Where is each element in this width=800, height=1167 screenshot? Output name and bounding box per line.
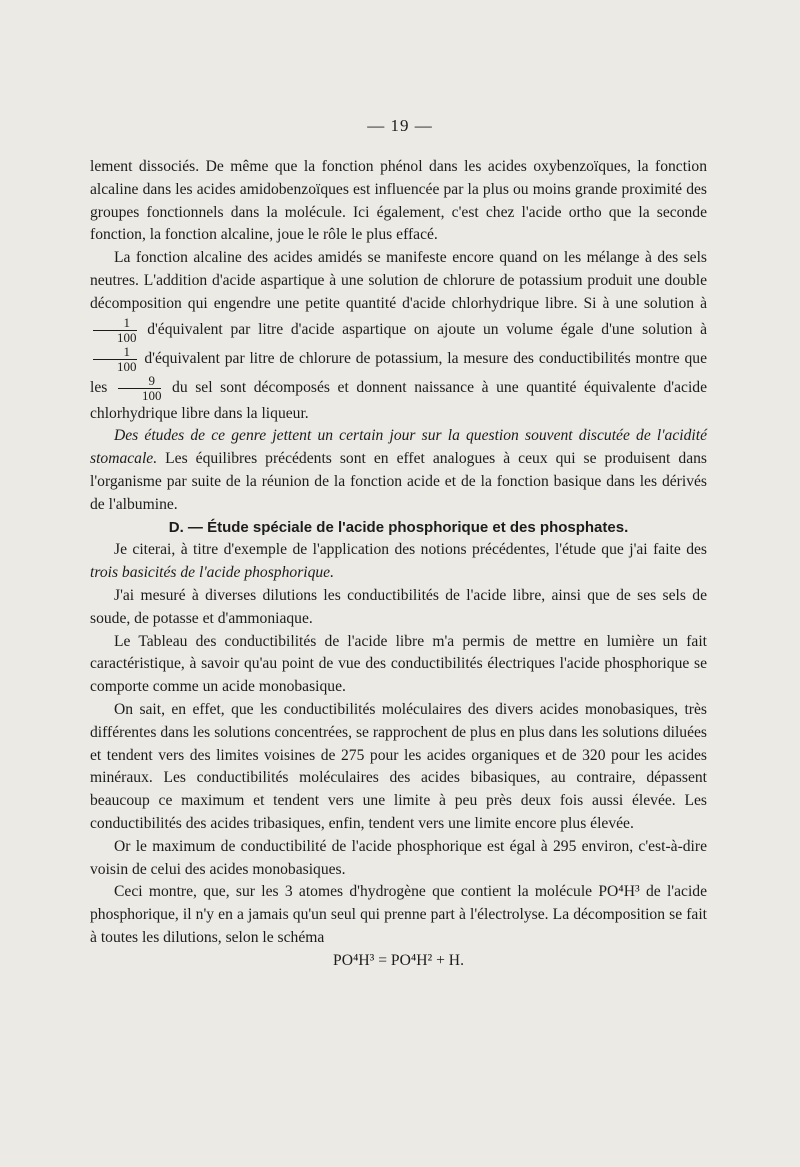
paragraph-3-italic: Des études de ce genre jettent un certain jour sur la question souvent discutée de l'acidité stomacale. [90,427,707,468]
paragraph-6: Le Tableau des conductibilités de l'acide libre m'a permis de mettre en lumière un fait caractéristique, à savoir qu'au point de vue des conductibilités électriques l'acide phosphorique se comporte comme un acide monobasique. [90,632,707,696]
fraction-2 [93,345,137,374]
chemical-formula: PO⁴H³ = PO⁴H² + H. [333,951,464,969]
paragraph-2-part-a: La fonction alcaline des acides amidés se manifeste encore quand on les mélange à des sels neutres. L'addition d'acide aspartique à une solution de chlorure de potassium produit une double décomposition qui engendre une petite quantité d'acide chlorhydrique libre. Si à une solution à [90,249,707,312]
fraction-2-numerator: 1 [93,345,137,360]
paragraph-2-part-d: du sel sont décomposés et donnent naissance à une quantité équivalente d'acide chlorhydrique libre dans la liqueur. [90,378,708,422]
paragraph-1: lement dissociés. De même que la fonction phénol dans les acides oxybenzoïques, la fonction alcaline dans les acides amidobenzoïques est influencée par la plus ou moins grande proximité des groupes fonctionnels dans la molécule. Ici également, c'est chez l'acide ortho que la seconde fonction, la fonction alcaline, joue le rôle le plus effacé. [90,158,707,244]
section-heading: D. — Étude spéciale de l'acide phosphorique et des phosphates. [168,518,629,536]
fraction-1-denominator: 100 [117,329,137,345]
paragraph-2-part-b: d'équivalent par litre d'acide aspartique on ajoute un volume égale d'une solution à [147,320,707,338]
fraction-3-numerator: 9 [118,374,162,389]
paragraph-8: Or le maximum de conductibilité de l'acide phosphorique est égal à 295 environ, c'est-à-dire voisin de celui des acides monobasiques. [90,837,707,878]
fraction-1-numerator: 1 [93,316,137,331]
body-text [90,156,707,973]
fraction-2-denominator: 100 [117,358,137,374]
paragraph-4-text: Je citerai, à titre d'exemple de l'application des notions précédentes, l'étude que j'ai faite des [114,541,707,559]
paragraph-5: J'ai mesuré à diverses dilutions les conductibilités de l'acide libre, ainsi que de ses sels de soude, de potasse et d'ammoniaque. [90,586,707,627]
paragraph-3-rest: Les équilibres précédents sont en effet analogues à ceux qui se produisent dans l'organisme par suite de la réunion de la fonction acide et de la fonction basique dans les dérivés de l'albumine. [90,450,707,513]
paragraph-2 [90,247,707,425]
paragraph-7: On sait, en effet, que les conductibilités moléculaires des divers acides monobasiques, très différentes dans les solutions concentrées, se rapprochent de plus en plus dans les solutions diluées et tendent vers des limites voisines de 275 pour les acides organiques et de 320 pour les acides minéraux. Les conductibilités moléculaires des acides bibasiques, au contraire, dépassent beaucoup ce maximum et tendent vers une limite à peu près deux fois aussi élevée. Les conductibilités des acides tribasiques, enfin, tendent vers une limite encore plus élevée. [90,700,707,832]
paragraph-3 [90,425,707,516]
fraction-1 [93,316,137,345]
fraction-3-denominator: 100 [141,387,162,403]
paragraph-4-italic: trois basicités de l'acide phosphorique. [90,564,335,582]
page-number: — 19 — [367,116,433,135]
paragraph-2-part-c: d'équivalent par litre de chlorure de potassium, la mesure des conductibilités montre que les [90,349,707,396]
fraction-3 [118,374,162,403]
paragraph-9: Ceci montre, que, sur les 3 atomes d'hydrogène que contient la molécule PO⁴H³ de l'acide phosphorique, il n'y en a jamais qu'un seul qui prenne part à l'électrolyse. La décomposition se fait à toutes les dilutions, selon le schéma [90,883,707,946]
paragraph-4 [90,539,707,585]
